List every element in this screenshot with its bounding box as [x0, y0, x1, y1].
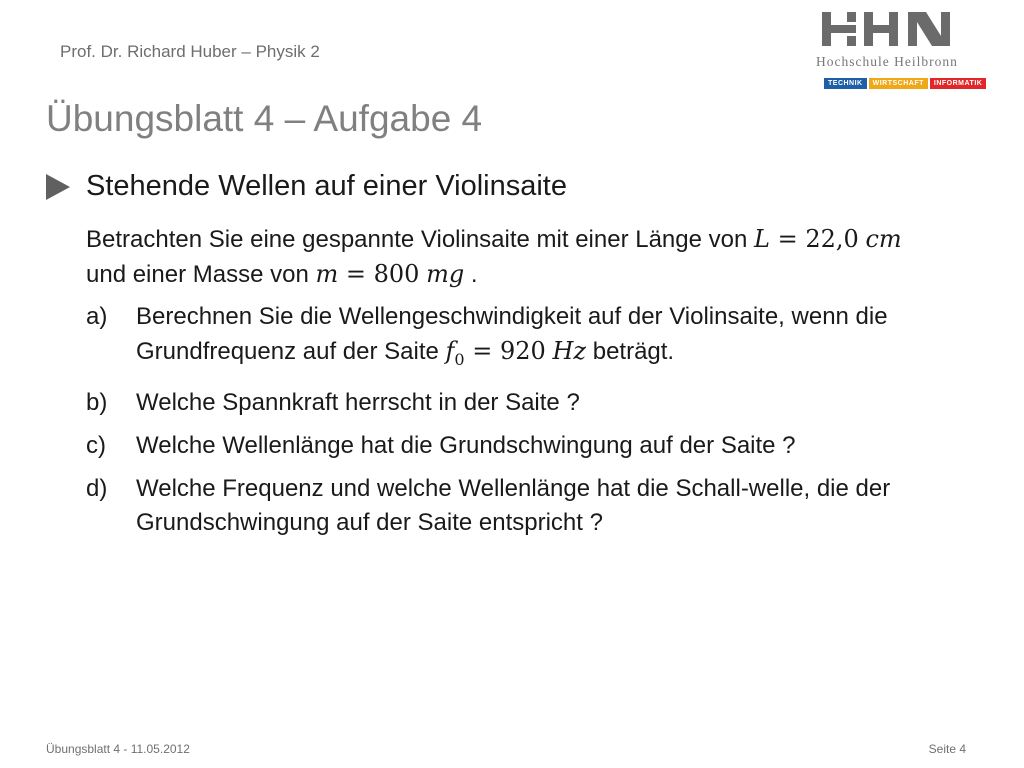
frequency-value: 920	[499, 337, 546, 365]
item-text	[136, 300, 956, 377]
section-title: Stehende Wellen auf einer Violinsaite	[86, 170, 567, 202]
logo-tag-wirtschaft: WIRTSCHAFT	[869, 78, 928, 89]
task-list	[86, 300, 956, 549]
item-text: Welche Spannkraft herrscht in der Saite ?	[136, 388, 580, 416]
list-item	[86, 429, 956, 463]
length-value: 22,0	[805, 225, 859, 253]
intro-equals-1: =	[769, 225, 806, 253]
intro-text-2: und einer Masse von	[86, 261, 316, 288]
length-unit: cm	[865, 225, 902, 253]
logo-faculty-tags	[824, 78, 986, 89]
frequency-variable: f	[445, 337, 455, 365]
item-a-text-1: Berechnen Sie die Wellengeschwindigkeit auf der Violinsaite, wenn die Grundfrequenz auf der Saite	[136, 303, 888, 365]
author-header: Prof. Dr. Richard Huber – Physik 2	[60, 42, 320, 61]
logo-tag-technik: TECHNIK	[824, 78, 867, 89]
item-text: Welche Wellenlänge hat die Grundschwingung auf der Saite ?	[136, 431, 796, 459]
item-label: a)	[86, 303, 108, 330]
frequency-subscript: 0	[454, 349, 465, 369]
list-item	[86, 386, 956, 420]
footer-date: Übungsblatt 4 - 11.05.2012	[46, 742, 190, 756]
mass-unit: mg	[426, 260, 465, 288]
mass-variable: m	[315, 260, 339, 288]
logo-university-name: Hochschule Heilbronn	[816, 54, 958, 69]
list-item	[86, 300, 956, 377]
mass-value: 800	[373, 260, 420, 288]
list-item	[86, 472, 956, 540]
frequency-unit: Hz	[552, 337, 587, 365]
intro-text-3: .	[464, 261, 478, 288]
intro-equals-2: =	[338, 260, 374, 288]
page-number: Seite 4	[928, 742, 966, 756]
section-heading	[46, 170, 567, 203]
item-label: b)	[86, 388, 108, 416]
hhn-logo-mark-icon	[816, 10, 956, 50]
logo-tag-informatik: INFORMATIK	[930, 78, 986, 89]
item-a-text-2: beträgt.	[586, 338, 675, 365]
triangle-bullet-icon	[46, 174, 70, 200]
length-variable: L	[754, 225, 770, 253]
item-label: c)	[86, 431, 106, 459]
intro-text-1: Betrachten Sie eine gespannte Violinsaite mit einer Länge von	[86, 226, 755, 253]
frequency-equals: =	[464, 337, 500, 365]
university-logo	[816, 10, 983, 94]
item-text: Welche Frequenz und welche Wellenlänge hat die Schall-welle, die der Grundschwingung auf der Saite entspricht ?	[136, 474, 891, 536]
slide-title: Übungsblatt 4 – Aufgabe 4	[46, 98, 483, 139]
problem-intro	[86, 222, 946, 292]
item-label: d)	[86, 474, 108, 502]
